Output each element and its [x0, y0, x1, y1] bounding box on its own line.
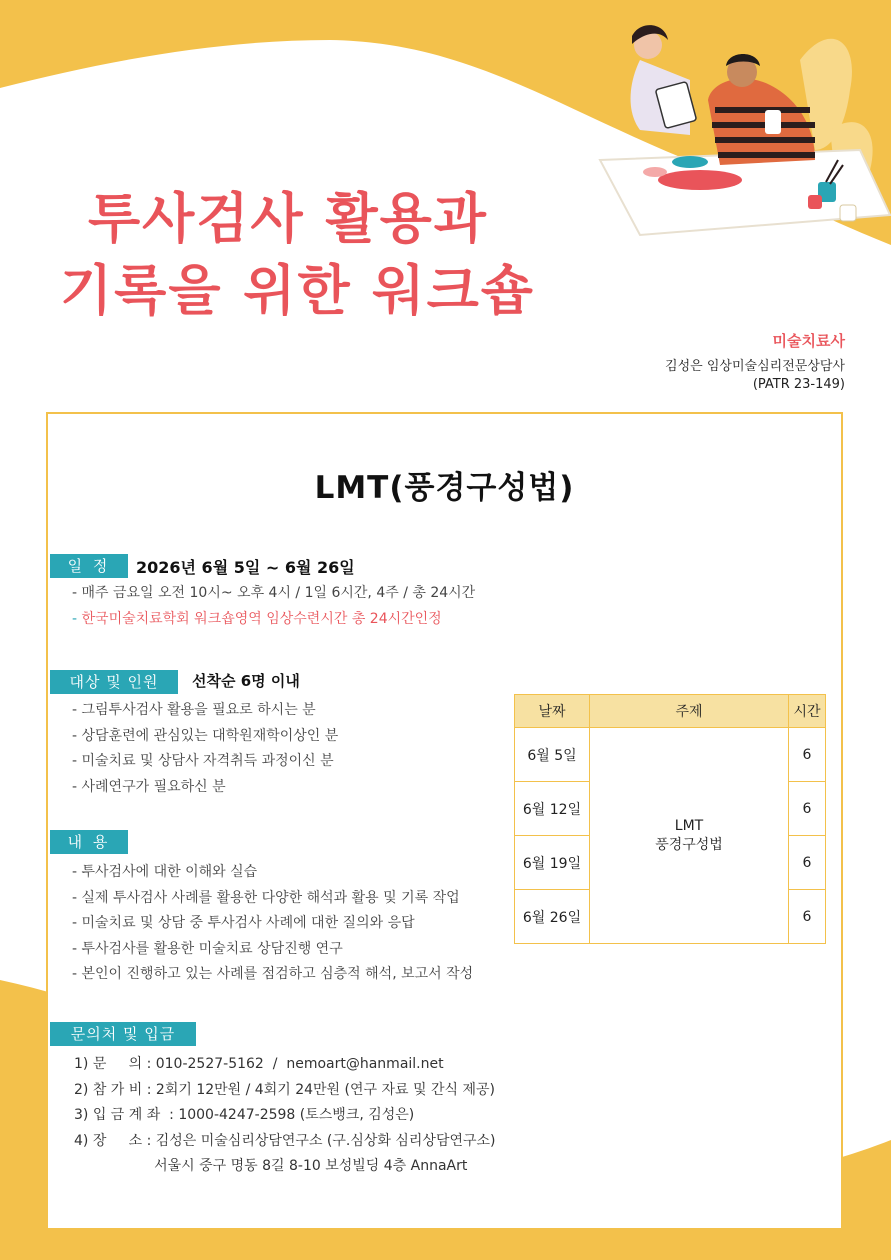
topic-cell	[590, 728, 789, 944]
row-hours: 6	[789, 782, 826, 836]
row-hours: 6	[789, 836, 826, 890]
row-date: 6월 5일	[515, 728, 590, 782]
credit-line	[72, 607, 475, 633]
target-tag: 대상 및 인원	[50, 670, 178, 694]
contact-address: 서울시 중구 명동 8길 8-10 보성빌딩 4층 AnnaArt	[74, 1158, 468, 1174]
row-date: 6월 12일	[515, 782, 590, 836]
list-item: - 미술치료 및 상담 중 투사검사 사례에 대한 질의와 응답	[72, 915, 415, 931]
target-list	[72, 698, 338, 800]
target-capacity: 선착순 6명 이내	[192, 672, 300, 690]
list-item: - 투사검사에 대한 이해와 실습	[72, 864, 258, 880]
row-hours: 6	[789, 890, 826, 944]
contact-account: 3) 입 금 계 좌 : 1000-4247-2598 (토스뱅크, 김성은)	[74, 1107, 415, 1123]
row-date: 6월 19일	[515, 836, 590, 890]
schedule-details	[72, 581, 475, 632]
list-item: - 상담훈련에 관심있는 대학원재학이상인 분	[72, 727, 339, 744]
schedule-table	[514, 694, 826, 944]
list-item: - 그림투사검사 활용을 필요로 하시는 분	[72, 702, 316, 718]
content-list	[72, 860, 473, 988]
contact-tag: 문의처 및 입금	[50, 1022, 196, 1046]
contact-phone-email: 1) 문 의 : 010-2527-5162 / nemoart@hanmail.net	[74, 1056, 444, 1072]
instructor-name: 김성은 임상미술심리전문상담사	[665, 359, 845, 374]
instructor-role: 미술치료사	[772, 332, 845, 350]
credit-dash: -	[72, 610, 78, 627]
table-header-row	[515, 695, 826, 728]
header-date: 날짜	[515, 695, 590, 728]
contact-list	[74, 1052, 496, 1180]
topic-line-1: LMT	[674, 817, 704, 834]
credit-text: 한국미술치료학회 워크숍영역 임상수련시간 총 24시간인정	[81, 610, 442, 627]
header-topic: 주제	[590, 695, 789, 728]
row-hours: 6	[789, 728, 826, 782]
contact-location: 4) 장 소 : 김성은 미술심리상담연구소 (구.심상화 심리상담연구소)	[74, 1132, 496, 1149]
topic-line-2: 풍경구성법	[655, 836, 723, 853]
artists-illustration	[600, 25, 890, 235]
title-line-2: 기록을 위한 워크숍	[60, 259, 535, 322]
title-line-1: 투사검사 활용과	[88, 187, 488, 250]
schedule-tag: 일 정	[50, 554, 128, 578]
instructor-info	[665, 358, 845, 394]
list-item: - 투사검사를 활용한 미술치료 상담진행 연구	[72, 940, 343, 957]
header-hours: 시간	[789, 695, 826, 728]
list-item: - 미술치료 및 상담사 자격취득 과정이신 분	[72, 753, 334, 769]
schedule-dates: 2026년 6월 5일 ~ 6월 26일	[136, 558, 355, 577]
contact-fee: 2) 참 가 비 : 2회기 12만원 / 4회기 24만원 (연구 자료 및 간식 제공)	[74, 1081, 495, 1098]
content-card	[46, 412, 843, 1230]
row-date: 6월 26일	[515, 890, 590, 944]
list-item: - 본인이 진행하고 있는 사례를 점검하고 심층적 해석, 보고서 작성	[72, 966, 474, 982]
instructor-license: (PATR 23-149)	[752, 377, 845, 392]
list-item: - 사례연구가 필요하신 분	[72, 778, 226, 795]
table-row	[515, 728, 826, 782]
program-title: LMT(풍경구성법)	[314, 470, 575, 506]
list-item: - 실제 투사검사 사례를 활용한 다양한 해석과 활용 및 기록 작업	[72, 889, 460, 906]
content-tag: 내 용	[50, 830, 128, 854]
schedule-line: - 매주 금요일 오전 10시~ 오후 4시 / 1일 6시간, 4주 / 총 24시간	[72, 585, 476, 601]
